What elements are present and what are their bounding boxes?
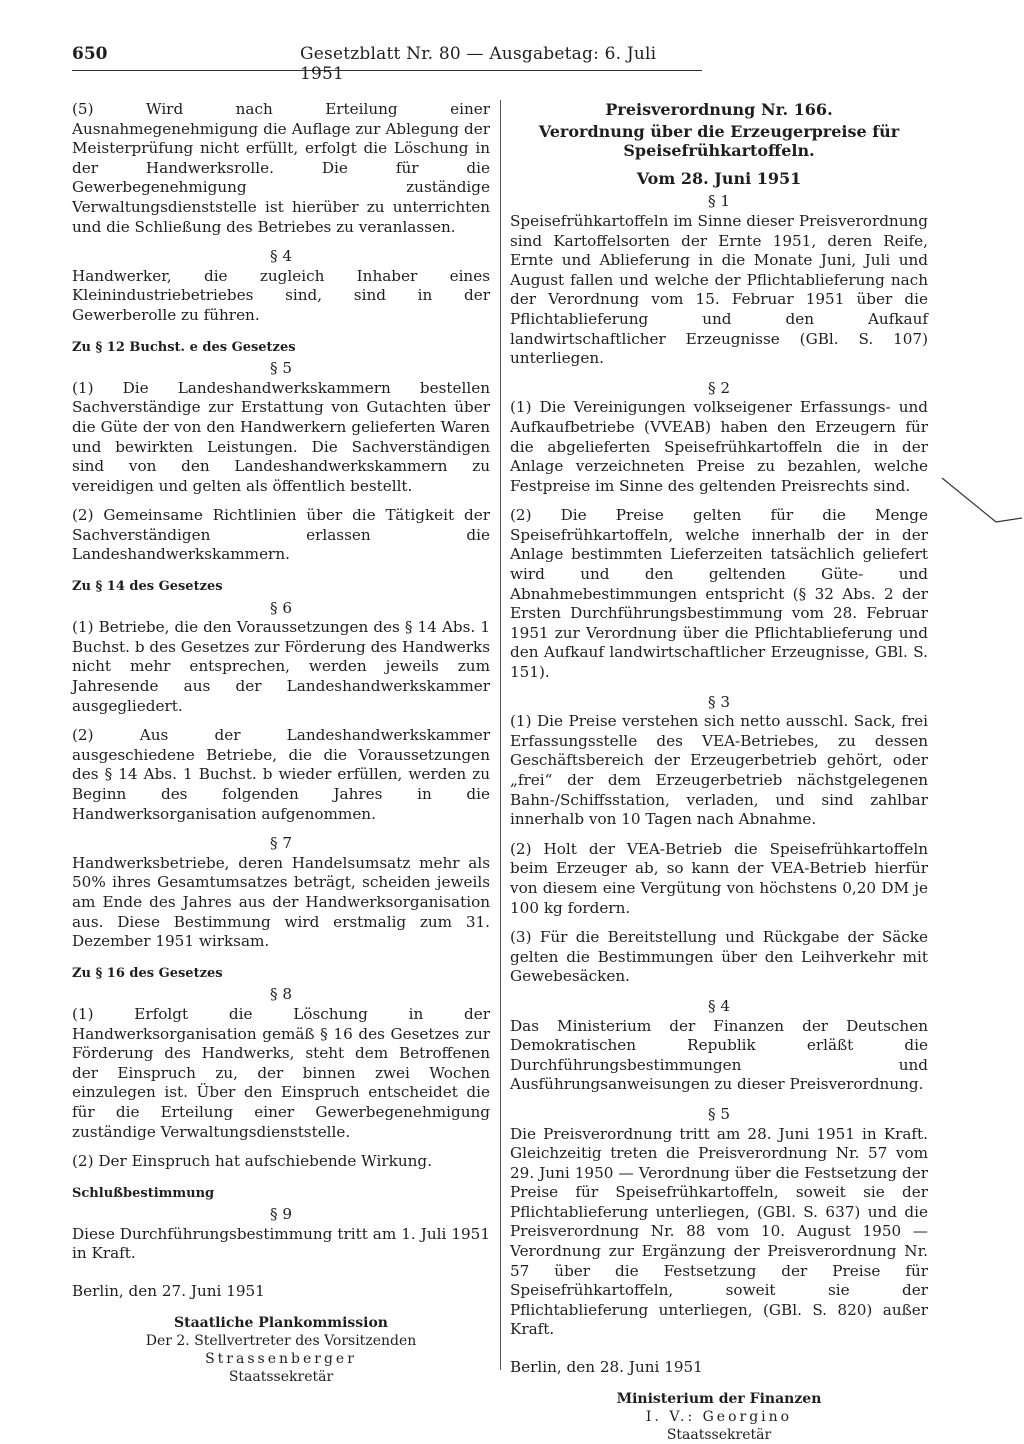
paragraph: (5) Wird nach Erteilung einer Ausnahmegenehmigung die Auflage zur Ablegung der Meisterprüfung nicht erfüllt, erfolgt die Löschung in der Handwerksrolle. Die für die Gewerbegenehmigung zuständige Verwaltungsdienststelle ist hierüber zu unterrichten und die Schließung des Betriebes zu veranlassen. — [72, 100, 490, 236]
column-divider — [500, 100, 501, 1370]
section-heading: § 5 — [707, 1104, 731, 1123]
section-heading: § 8 — [269, 985, 293, 1004]
subheading: Zu § 12 Buchst. e des Gesetzes — [72, 339, 296, 355]
paragraph: (1) Die Preise verstehen sich netto ausschl. Sack, frei Erfassungsstelle des VEA-Betriebes, zu dessen Geschäftsbereich der Erzeugerbetrieb gehört, oder „frei“ der dem Erzeugerbetrieb nächstgelegenen Bahn-/Schiffsstation, verladen, und sind zahlbar innerhalb von 10 Tagen nach Abnahme. — [510, 712, 928, 829]
paragraph: (3) Für die Bereitstellung und Rückgabe der Säcke gelten die Bestimmungen über den Leihverkehr mit Gewebesäcken. — [510, 928, 928, 986]
signature-organization: Staatliche Plankommission — [174, 1314, 388, 1331]
paragraph: (2) Der Einspruch hat aufschiebende Wirkung. — [72, 1152, 432, 1171]
place-date: Berlin, den 27. Juni 1951 — [72, 1282, 265, 1301]
paragraph: (1) Die Landeshandwerkskammern bestellen Sachverständige zur Erstattung von Gutachten über die Güte der von den Handwerkern gelieferten Waren und bewirkten Leistungen. Die Sachverständigen sind von den Landeshandwerkskammern zu vereidigen und gelten als öffentlich bestellt. — [72, 378, 490, 495]
left-column — [72, 100, 490, 1386]
section-heading: § 3 — [707, 692, 731, 711]
right-column — [510, 100, 928, 1444]
paragraph: Speisefrühkartoffeln im Sinne dieser Preisverordnung sind Kartoffelsorten der Ernte 1951, deren Reife, Ernte und Ablieferung in die Monate Juni, Juli und August fallen und welche der Pflichtablieferung nach der Verordnung vom 15. Februar 1951 über die Pflichtablieferung und den Aufkauf landwirtschaftlicher Erzeugnisse (GBl. S. 107) unterliegen. — [510, 211, 928, 368]
place-date: Berlin, den 28. Juni 1951 — [510, 1358, 703, 1377]
subheading: Zu § 16 des Gesetzes — [72, 965, 223, 981]
section-heading: § 2 — [707, 378, 731, 397]
paragraph: Handwerker, die zugleich Inhaber eines Kleinindustriebetriebes sind, sind in der Gewerberolle zu führen. — [72, 266, 490, 324]
paragraph: (2) Gemeinsame Richtlinien über die Tätigkeit der Sachverständigen erlassen die Landeshandwerkskammern. — [72, 506, 490, 564]
paragraph: Handwerksbetriebe, deren Handelsumsatz mehr als 50% ihres Gesamtumsatzes beträgt, scheiden jeweils am Ende des Jahres aus der Handwerksorganisation aus. Diese Bestimmung wird erstmalig zum 31. Dezember 1951 wirksam. — [72, 853, 490, 951]
section-heading: § 4 — [707, 996, 731, 1015]
section-heading: § 9 — [269, 1205, 293, 1224]
signature-role: Der 2. Stellvertreter des Vorsitzenden — [145, 1332, 417, 1349]
subheading: Schlußbestimmung — [72, 1185, 215, 1201]
paragraph: Diese Durchführungsbestimmung tritt am 1. Juli 1951 in Kraft. — [72, 1224, 490, 1263]
section-heading: § 7 — [269, 834, 293, 853]
paragraph: (1) Die Vereinigungen volkseigener Erfassungs- und Aufkaufbetriebe (VVEAB) haben den Erzeugern für die abgelieferten Speisefrühkartoffeln die in der Anlage verzeichneten Preise zu bezahlen, welche Festpreise im Sinne des geltenden Preisrechts sind. — [510, 398, 928, 495]
paragraph: (2) Aus der Landeshandwerkskammer ausgeschiedene Betriebe, die die Voraussetzungen des § 14 Abs. 1 Buchst. b wieder erfüllen, werden zu Beginn des folgenden Jahres in die Handwerksorganisation aufgenommen. — [72, 726, 490, 823]
subheading: Zu § 14 des Gesetzes — [72, 579, 223, 595]
paragraph: (1) Betriebe, die den Voraussetzungen des § 14 Abs. 1 Buchst. b des Gesetzes zur Förderung des Handwerks nicht mehr entsprechen, werden jeweils zum Jahresende aus der Landeshandwerkskammer ausgegliedert. — [72, 618, 490, 715]
signature-title: Staatssekretär — [228, 1368, 334, 1385]
signature-name: I. V.: Georgino — [645, 1408, 793, 1425]
paragraph: (2) Die Preise gelten für die Menge Speisefrühkartoffeln, welche innerhalb der in der Anlage bestimmten Lieferzeiten tatsächlich geliefert wird und den geltenden Güte- und Abnahmebestimmungen entspricht (§ 32 Abs. 2 der Ersten Durchführungsbestimmung vom 28. Februar 1951 zur Verordnung über die Pflichtablieferung und den Aufkauf landwirtschaftlicher Erzeugnisse, GBl. S. 151). — [510, 506, 928, 682]
signature-block — [510, 1390, 928, 1444]
ordinance-title: Preisverordnung Nr. 166. — [605, 100, 833, 119]
page-header — [72, 44, 702, 84]
page-number: 650 — [72, 44, 108, 64]
paragraph: Das Ministerium der Finanzen der Deutschen Demokratischen Republik erläßt die Durchführungsbestimmungen und Ausführungsanweisungen zu dieser Preisverordnung. — [510, 1016, 928, 1094]
paragraph: (2) Holt der VEA-Betrieb die Speisefrühkartoffeln beim Erzeuger ab, so kann der VEA-Betrieb hierfür von diesem eine Vergütung von höchstens 0,20 DM je 100 kg fordern. — [510, 839, 928, 917]
section-heading: § 1 — [707, 192, 731, 211]
section-heading: § 4 — [269, 247, 293, 266]
section-heading: § 5 — [269, 359, 293, 378]
paragraph: Die Preisverordnung tritt am 28. Juni 1951 in Kraft. Gleichzeitig treten die Preisverordnung Nr. 57 vom 29. Juni 1950 — Verordnung über die Festsetzung der Preise für Speisefrühkartoffeln, soweit sie der Pflichtablieferung unterliegen, (GBl. S. 637) und die Preisverordnung Nr. 88 vom 10. August 1950 — Verordnung zur Ergänzung der Preisverordnung Nr. 57 über die Festsetzung der Preise für Speisefrühkartoffeln, soweit sie der Pflichtablieferung unterliegen, (GBl. S. 820) außer Kraft. — [510, 1124, 928, 1339]
section-heading: § 6 — [269, 598, 293, 617]
running-head: Gesetzblatt Nr. 80 — Ausgabetag: 6. Juli 1951 — [300, 44, 657, 84]
signature-block — [72, 1314, 490, 1386]
margin-pen-mark — [934, 470, 1024, 540]
ordinance-subtitle: Verordnung über die Erzeugerpreise für Speisefrühkartoffeln. — [538, 121, 900, 161]
signature-title: Staatssekretär — [666, 1426, 772, 1443]
paragraph: (1) Erfolgt die Löschung in der Handwerksorganisation gemäß § 16 des Gesetzes zur Förderung des Handwerks, steht dem Betroffenen der Einspruch zu, der binnen zwei Wochen einzulegen ist. Über den Einspruch entscheidet die für die Erteilung einer Gewerbegenehmigung zuständige Verwaltungsdienststelle. — [72, 1004, 490, 1141]
ordinance-date: Vom 28. Juni 1951 — [636, 168, 802, 188]
signature-name: Strassenberger — [205, 1350, 357, 1367]
signature-organization: Ministerium der Finanzen — [616, 1390, 822, 1407]
